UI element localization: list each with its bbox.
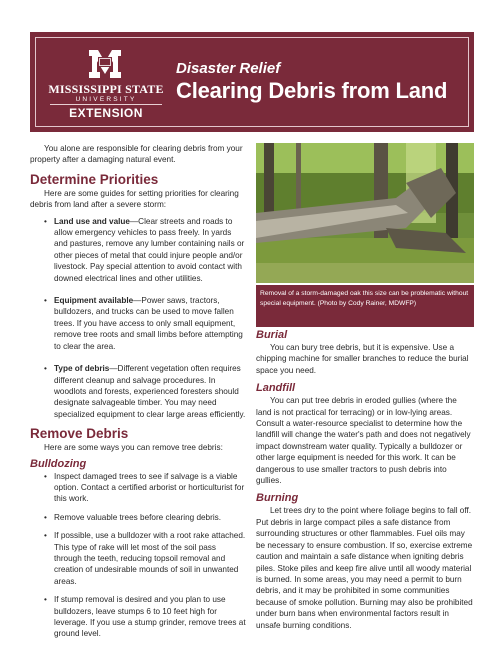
burning-text: Let trees dry to the point where foliage begins to fall off. Put debris in large compact piles a safe distance from surrounding structures or other flammables. Fuel oils may be necessary to ensure combustion. If so, exercise extreme caution and maintain a safe distance when igniting debris piles. Stoke piles and keep fire alive until all woody material is burned. In some areas, you may need a permit to burn debris, and it may be prohibited in some communities because of smoke pollution. Burning may also be prohibited under burn bans when environmental factors result in unsafe burning conditions. [256, 506, 473, 630]
item-text: —Power saws, tractors, bulldozers, and trucks can be used to move fallen trees. If you have access to only small equipment, remove tree roots and small limbs before attempting to clear the area. [54, 296, 243, 351]
item-lead: Equipment available [54, 296, 134, 306]
list-item: • If possible, use a bulldozer with a root rake attached. This type of rake will let most of the soil pass through the teeth, reducing topsoil removal and creation of undesirable mounds of soil in unwanted areas. [30, 530, 246, 587]
intro-paragraph: You alone are responsible for clearing debris from your property after a damaging natural event. [30, 144, 243, 165]
heading-landfill: Landfill [256, 382, 296, 395]
priorities-intro: Here are some guides for setting priorities for clearing debris from land after a severe storm: [30, 188, 239, 210]
heading-burial: Burial [256, 329, 288, 341]
list-item: • Inspect damaged trees to see if salvage is a viable option. Contact a certified arborist or horticulturist for this work. [30, 471, 246, 505]
left-column [30, 143, 246, 640]
header-banner [30, 32, 474, 132]
bulldozing-list [30, 471, 246, 640]
landfill-text: You can put tree debris in eroded gullies (where the land is not practical for terracing) or in low-lying areas. Consult a water-resource specialist to determine how the landfill will change the water's path and does not negatively impact downstream water quality. Typically a bulldozer or other large equipment is needed for this work. It can be dangerous to use smaller tractors to push debris into gullies. [256, 396, 471, 486]
priorities-list [30, 216, 246, 421]
logo-divider [50, 104, 162, 105]
logo-university-word: UNIVERSITY [75, 96, 137, 103]
list-item: • If stump removal is desired and you plan to use bulldozers, leave stumps 6 to 10 feet high for leverage. If you use a stump grinder, remove trees at ground level. [30, 594, 246, 640]
photo-caption: Removal of a storm-damaged oak this size can be problematic without special equipment. (Photo by Cody Rainer, MDWFP) [256, 285, 474, 327]
fallen-tree-image [256, 143, 474, 283]
page-subtitle: Disaster Relief [176, 60, 281, 77]
logo-university-name: MISSISSIPPI STATE [48, 82, 164, 96]
list-item [30, 295, 246, 352]
list-item [30, 216, 246, 284]
heading-burning: Burning [256, 492, 299, 505]
logo-extension: EXTENSION [69, 106, 143, 120]
burial-text: You can bury tree debris, but it is expensive. Use a chipping machine for smaller branches to reduce the burial space you need. [256, 343, 469, 375]
item-text: —Clear streets and roads to allow emergency vehicles to pass freely. In yards and pastures, remove any lumber containing nails or other pieces of metal that could injure people and/or livestock. Pay special attention to avoid contact with downed electrical lines and other utilities. [54, 216, 245, 283]
heading-remove-debris: Remove Debris [30, 426, 129, 442]
item-text: —Different vegetation often requires different cleanup and salvage procedures. In woodlots and forests, experienced foresters should designate salvageable timber. You may need specialized equipment to clear large areas efficiently. [54, 364, 246, 419]
item-lead: Type of debris [54, 364, 110, 374]
list-item [30, 363, 246, 420]
remove-intro: Here are some ways you can remove tree debris: [44, 443, 223, 453]
item-lead: Land use and value [54, 216, 130, 226]
msu-extension-logo [42, 44, 170, 124]
list-item: • Remove valuable trees before clearing debris. [30, 512, 246, 523]
heading-bulldozing: Bulldozing [30, 457, 87, 470]
heading-determine-priorities: Determine Priorities [30, 171, 159, 187]
fallen-oak-photo [256, 143, 474, 283]
page-title: Clearing Debris from Land [176, 78, 448, 103]
msu-m-icon [86, 48, 124, 80]
banner-border [35, 37, 469, 127]
right-column [256, 328, 474, 631]
